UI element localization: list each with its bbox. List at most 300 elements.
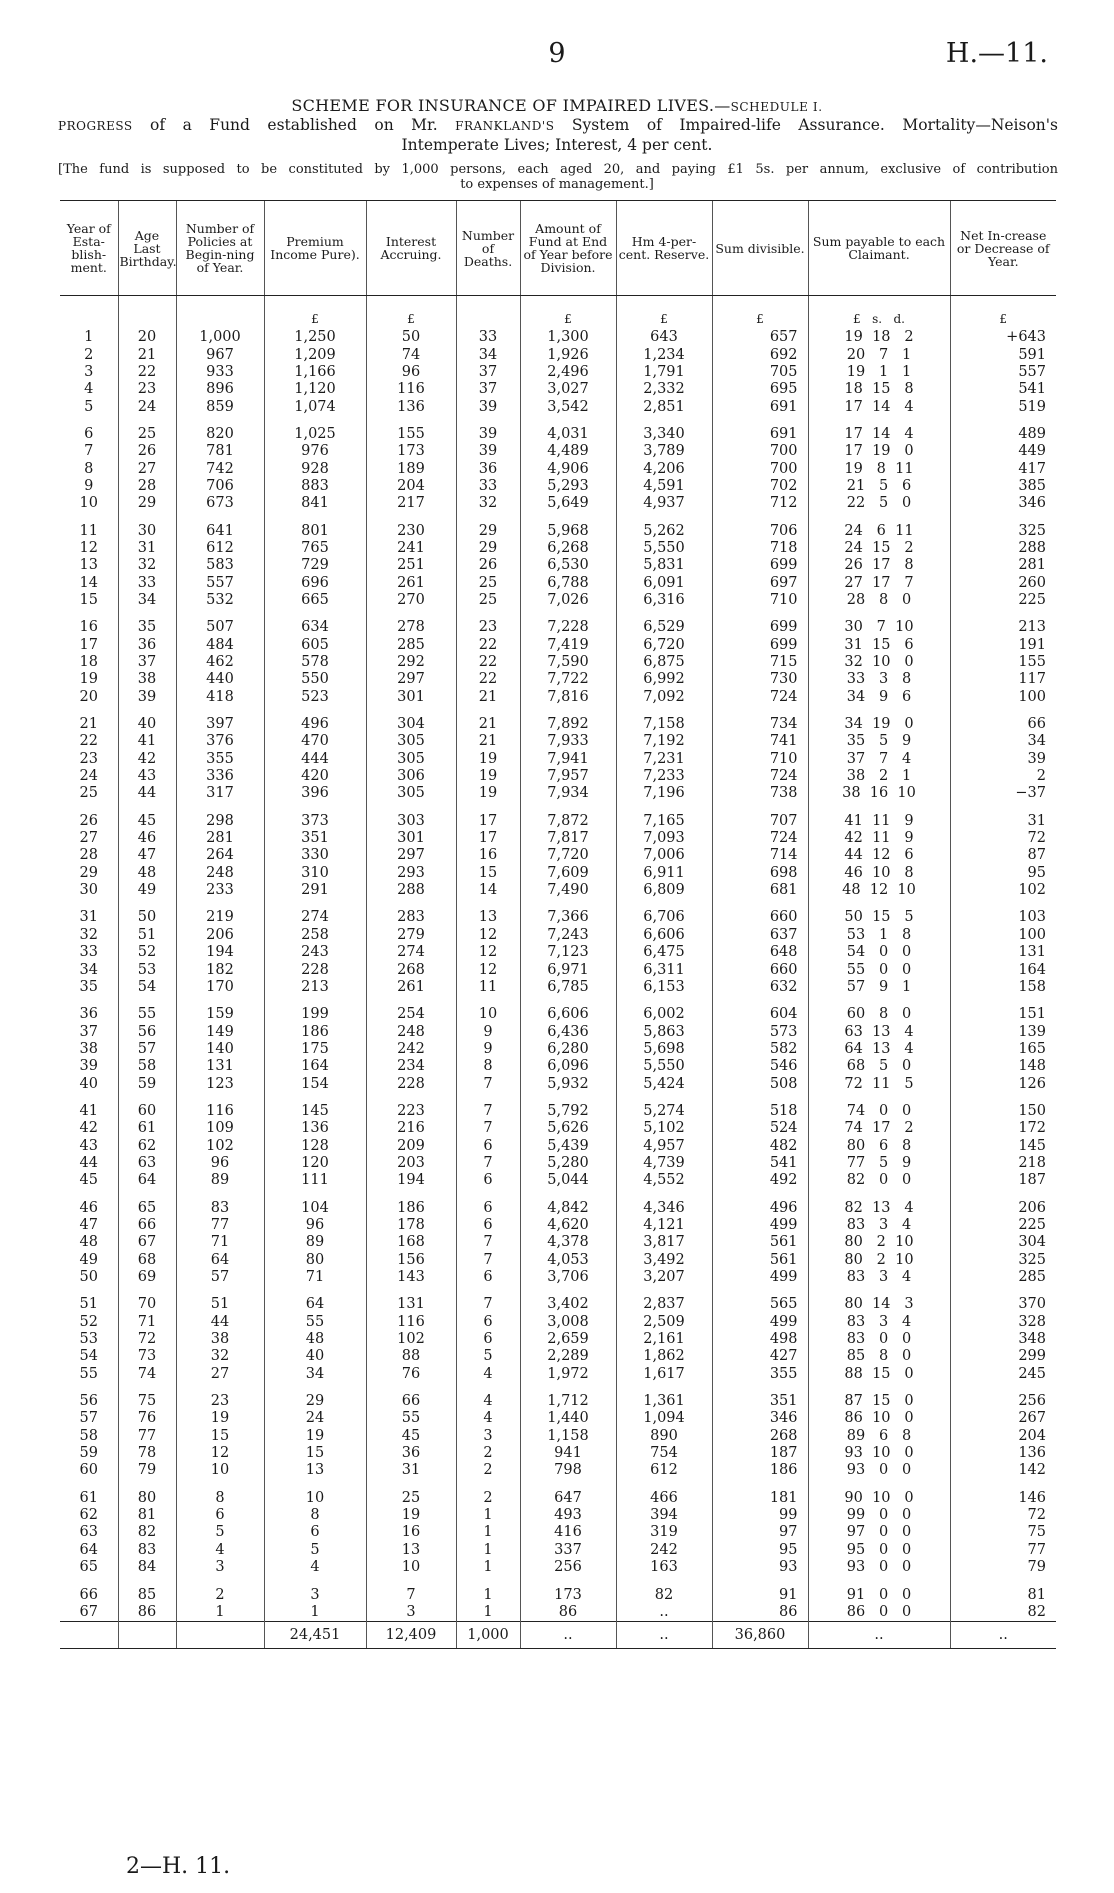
cell-year: 1: [84, 329, 94, 346]
cell-age: 83: [118, 1542, 176, 1559]
cell-age: 40: [118, 716, 176, 733]
cell-year: 59: [79, 1445, 98, 1462]
cell-net: 218: [950, 1155, 1056, 1172]
cell-interest: 305: [366, 785, 456, 802]
cell-net: 370: [950, 1296, 1056, 1313]
cell-divisible: 700: [712, 460, 808, 477]
cell-net: 146: [950, 1490, 1056, 1507]
cell-divisible: 707: [712, 813, 808, 830]
cell-age: 80: [118, 1490, 176, 1507]
cell-policies: 3: [176, 1559, 264, 1576]
cell-year: 63: [79, 1524, 98, 1541]
cell-year: 32: [79, 926, 98, 943]
cell-premium: 496: [264, 716, 366, 733]
cell-deaths: 6: [456, 1137, 520, 1154]
cell-premium: 96: [264, 1217, 366, 1234]
cell-divisible: 93: [712, 1559, 808, 1576]
cell-year: 17: [79, 636, 98, 653]
cell-claim: 55 0 0: [808, 961, 950, 978]
cell-interest: 168: [366, 1234, 456, 1251]
cell-interest: 306: [366, 768, 456, 785]
cell-policies: 140: [176, 1041, 264, 1058]
cell-fund: 7,720: [520, 847, 616, 864]
cell-age: 30: [118, 522, 176, 539]
cell-divisible: 496: [712, 1199, 808, 1216]
cell-interest: 305: [366, 751, 456, 768]
group-spacer: [60, 1480, 1056, 1490]
cell-deaths: 39: [456, 398, 520, 415]
cell-age: 20: [118, 329, 176, 346]
cell-deaths: 1: [456, 1507, 520, 1524]
cell-policies: 673: [176, 495, 264, 512]
group-spacer: [60, 1093, 1056, 1103]
cell-divisible: 660: [712, 961, 808, 978]
cell-reserve: 3,207: [616, 1269, 712, 1286]
cell-fund: 7,590: [520, 654, 616, 671]
col-deaths: Number of Deaths.: [456, 201, 520, 296]
cell-year: 18: [79, 654, 98, 671]
cell-fund: 256: [520, 1559, 616, 1576]
table-row: [60, 426, 1056, 443]
cell-interest: 261: [366, 979, 456, 996]
cell-net: 285: [950, 1269, 1056, 1286]
cell-net: 145: [950, 1137, 1056, 1154]
cell-policies: 123: [176, 1075, 264, 1092]
cell-net: 87: [950, 847, 1056, 864]
cell-premium: 523: [264, 689, 366, 706]
cell-reserve: 6,992: [616, 671, 712, 688]
cell-reserve: 3,789: [616, 443, 712, 460]
cell-premium: 64: [264, 1296, 366, 1313]
cell-interest: 270: [366, 592, 456, 609]
table-row: [60, 961, 1056, 978]
total-deaths: 1,000: [456, 1622, 520, 1649]
cell-age: 24: [118, 398, 176, 415]
cell-fund: 493: [520, 1507, 616, 1524]
cell-divisible: 181: [712, 1490, 808, 1507]
cell-year: 46: [79, 1199, 98, 1216]
cell-deaths: 2: [456, 1490, 520, 1507]
table-row: [60, 1428, 1056, 1445]
cell-policies: 149: [176, 1023, 264, 1040]
cell-policies: 116: [176, 1103, 264, 1120]
cell-premium: 19: [264, 1428, 366, 1445]
cell-fund: 6,788: [520, 574, 616, 591]
cell-age: 25: [118, 426, 176, 443]
cell-net: 245: [950, 1366, 1056, 1383]
cell-policies: 1,000: [176, 329, 264, 346]
totals-row: [60, 1622, 1056, 1649]
cell-fund: 941: [520, 1445, 616, 1462]
cell-fund: 2,659: [520, 1331, 616, 1348]
cell-policies: 440: [176, 671, 264, 688]
cell-claim: 74 17 2: [808, 1120, 950, 1137]
cell-claim: 77 5 9: [808, 1155, 950, 1172]
cell-divisible: 698: [712, 865, 808, 882]
cell-net: 72: [950, 830, 1056, 847]
cell-premium: 55: [264, 1314, 366, 1331]
cell-interest: 297: [366, 671, 456, 688]
total-premium: 24,451: [264, 1622, 366, 1649]
unit-reserve: £: [616, 310, 712, 329]
cell-deaths: 19: [456, 785, 520, 802]
cell-premium: 578: [264, 654, 366, 671]
subtitle-prefix: PROGRESS: [58, 119, 133, 133]
cell-interest: 131: [366, 1296, 456, 1313]
cell-reserve: 5,274: [616, 1103, 712, 1120]
cell-net: 2: [950, 768, 1056, 785]
cell-year: 24: [79, 768, 98, 785]
cell-year: 47: [79, 1216, 98, 1233]
cell-age: 50: [118, 909, 176, 926]
cell-interest: 173: [366, 443, 456, 460]
cell-divisible: 715: [712, 654, 808, 671]
cell-policies: 355: [176, 751, 264, 768]
cell-divisible: 582: [712, 1041, 808, 1058]
cell-deaths: 21: [456, 689, 520, 706]
cell-net: 325: [950, 522, 1056, 539]
table-row: [60, 495, 1056, 512]
cell-age: 60: [118, 1103, 176, 1120]
cell-year: 60: [79, 1462, 98, 1479]
cell-deaths: 7: [456, 1103, 520, 1120]
cell-premium: 373: [264, 813, 366, 830]
cell-interest: 301: [366, 689, 456, 706]
cell-net: 288: [950, 540, 1056, 557]
cell-premium: 976: [264, 443, 366, 460]
cell-net: 591: [950, 346, 1056, 363]
cell-interest: 7: [366, 1586, 456, 1603]
cell-net: 155: [950, 654, 1056, 671]
cell-deaths: 6: [456, 1172, 520, 1189]
schedule-title: [0, 96, 1114, 115]
cell-net: 39: [950, 751, 1056, 768]
cell-policies: 109: [176, 1120, 264, 1137]
cell-divisible: 697: [712, 574, 808, 591]
table-row: [60, 927, 1056, 944]
cell-year: 16: [79, 619, 98, 636]
cell-fund: 7,366: [520, 909, 616, 926]
cell-claim: 17 14 4: [808, 398, 950, 415]
table-row: [60, 478, 1056, 495]
table-row: [60, 364, 1056, 381]
table-body: [60, 296, 1056, 1622]
cell-deaths: 6: [456, 1269, 520, 1286]
cell-interest: 25: [366, 1490, 456, 1507]
cell-net: 79: [950, 1559, 1056, 1576]
cell-interest: 241: [366, 540, 456, 557]
cell-premium: 729: [264, 557, 366, 574]
cell-policies: 933: [176, 364, 264, 381]
cell-year: 40: [79, 1075, 98, 1092]
cell-deaths: 6: [456, 1217, 520, 1234]
cell-divisible: 692: [712, 346, 808, 363]
cell-premium: 444: [264, 751, 366, 768]
group-spacer: [60, 1189, 1056, 1199]
cell-age: 21: [118, 346, 176, 363]
cell-claim: 86 0 0: [808, 1604, 950, 1622]
cell-divisible: 691: [712, 398, 808, 415]
table-row: [60, 522, 1056, 539]
cell-reserve: 319: [616, 1524, 712, 1541]
cell-divisible: 482: [712, 1137, 808, 1154]
cell-premium: 1: [264, 1604, 366, 1622]
cell-interest: 116: [366, 381, 456, 398]
cell-age: 66: [118, 1217, 176, 1234]
cell-fund: 647: [520, 1490, 616, 1507]
cell-net: 82: [950, 1604, 1056, 1622]
fund-note: [The fund is supposed to be constituted by 1,000 persons, each aged 20, and paying £1 5s. per annum, exclusive of contribution: [58, 162, 1058, 177]
schedule-subtitle-line2: Intemperate Lives; Interest, 4 per cent.: [401, 136, 713, 154]
cell-interest: 155: [366, 426, 456, 443]
cell-net: 150: [950, 1103, 1056, 1120]
cell-reserve: 7,233: [616, 768, 712, 785]
cell-age: 72: [118, 1331, 176, 1348]
cell-policies: 131: [176, 1058, 264, 1075]
cell-reserve: 5,863: [616, 1023, 712, 1040]
cell-policies: 583: [176, 557, 264, 574]
cell-policies: 781: [176, 443, 264, 460]
cell-year: 65: [79, 1559, 98, 1576]
cell-divisible: 695: [712, 381, 808, 398]
cell-policies: 967: [176, 346, 264, 363]
cell-policies: 32: [176, 1348, 264, 1365]
table-row: [60, 1269, 1056, 1286]
cell-policies: 264: [176, 847, 264, 864]
cell-age: 49: [118, 882, 176, 899]
fund-note-line2: to expenses of management.]: [460, 177, 654, 192]
cell-divisible: 730: [712, 671, 808, 688]
cell-year: 3: [84, 363, 94, 380]
cell-claim: 91 0 0: [808, 1586, 950, 1603]
cell-interest: 74: [366, 346, 456, 363]
cell-policies: 194: [176, 944, 264, 961]
table-row: [60, 1393, 1056, 1410]
cell-year: 57: [79, 1410, 98, 1427]
cell-year: 30: [79, 882, 98, 899]
cell-interest: 10: [366, 1559, 456, 1576]
cell-fund: 5,968: [520, 522, 616, 539]
cell-age: 62: [118, 1137, 176, 1154]
cell-claim: 34 9 6: [808, 689, 950, 706]
cell-fund: 1,300: [520, 329, 616, 346]
cell-year: 29: [79, 864, 98, 881]
cell-interest: 223: [366, 1103, 456, 1120]
cell-reserve: 6,706: [616, 909, 712, 926]
cell-policies: 44: [176, 1314, 264, 1331]
cell-divisible: 632: [712, 979, 808, 996]
cell-premium: 111: [264, 1172, 366, 1189]
spacer-row: [60, 296, 1056, 311]
cell-reserve: 7,093: [616, 830, 712, 847]
cell-policies: 896: [176, 381, 264, 398]
cell-claim: 82 13 4: [808, 1199, 950, 1216]
cell-net: 139: [950, 1023, 1056, 1040]
table-row: [60, 540, 1056, 557]
cell-reserve: 4,739: [616, 1155, 712, 1172]
cell-year: 31: [79, 909, 98, 926]
cell-net: 204: [950, 1428, 1056, 1445]
table-row: [60, 1155, 1056, 1172]
cell-claim: 80 2 10: [808, 1252, 950, 1269]
cell-divisible: 699: [712, 619, 808, 636]
cell-claim: 17 19 0: [808, 443, 950, 460]
cell-interest: 304: [366, 716, 456, 733]
cell-reserve: 2,509: [616, 1314, 712, 1331]
col-reserve: Hm 4-per-cent. Reserve.: [616, 201, 712, 296]
table-row: [60, 1234, 1056, 1251]
cell-fund: 3,542: [520, 398, 616, 415]
cell-deaths: 21: [456, 733, 520, 750]
cell-interest: 283: [366, 909, 456, 926]
cell-fund: 7,892: [520, 716, 616, 733]
cell-claim: 93 0 0: [808, 1559, 950, 1576]
total-net: ..: [950, 1622, 1056, 1649]
cell-age: 28: [118, 478, 176, 495]
cell-age: 63: [118, 1155, 176, 1172]
unit-interest: £: [366, 310, 456, 329]
cell-interest: 234: [366, 1058, 456, 1075]
cell-claim: 83 0 0: [808, 1331, 950, 1348]
group-spacer: [60, 1286, 1056, 1296]
title-main: SCHEME FOR INSURANCE OF IMPAIRED LIVES.—: [291, 96, 731, 115]
cell-claim: 90 10 0: [808, 1490, 950, 1507]
cell-premium: 665: [264, 592, 366, 609]
cell-reserve: 4,206: [616, 460, 712, 477]
cell-fund: 4,620: [520, 1217, 616, 1234]
group-spacer: [60, 512, 1056, 522]
cell-reserve: 1,791: [616, 364, 712, 381]
cell-reserve: 5,424: [616, 1075, 712, 1092]
cell-net: 142: [950, 1462, 1056, 1479]
cell-reserve: 6,606: [616, 927, 712, 944]
cell-premium: 104: [264, 1199, 366, 1216]
cell-divisible: 499: [712, 1269, 808, 1286]
cell-age: 29: [118, 495, 176, 512]
cell-deaths: 21: [456, 716, 520, 733]
table-row: [60, 1524, 1056, 1541]
cell-fund: 86: [520, 1604, 616, 1622]
cell-claim: 89 6 8: [808, 1428, 950, 1445]
cell-year: 23: [79, 750, 98, 767]
table-row: [60, 1507, 1056, 1524]
cell-premium: 1,166: [264, 364, 366, 381]
cell-age: 56: [118, 1023, 176, 1040]
cell-net: 102: [950, 882, 1056, 899]
cell-deaths: 22: [456, 654, 520, 671]
cell-premium: 470: [264, 733, 366, 750]
cell-deaths: 8: [456, 1058, 520, 1075]
cell-claim: 83 3 4: [808, 1269, 950, 1286]
table-row: [60, 381, 1056, 398]
cell-premium: 1,209: [264, 346, 366, 363]
cell-premium: 164: [264, 1058, 366, 1075]
cell-deaths: 1: [456, 1542, 520, 1559]
cell-age: 69: [118, 1269, 176, 1286]
cell-net: 206: [950, 1199, 1056, 1216]
cell-interest: 178: [366, 1217, 456, 1234]
cell-fund: 4,906: [520, 460, 616, 477]
cell-policies: 77: [176, 1217, 264, 1234]
cell-reserve: 163: [616, 1559, 712, 1576]
table-row: [60, 944, 1056, 961]
cell-fund: 6,436: [520, 1023, 616, 1040]
cell-divisible: 724: [712, 689, 808, 706]
cell-claim: 68 5 0: [808, 1058, 950, 1075]
cell-claim: 86 10 0: [808, 1410, 950, 1427]
cell-age: 53: [118, 961, 176, 978]
cell-interest: 36: [366, 1445, 456, 1462]
cell-year: 41: [79, 1102, 98, 1119]
cell-divisible: 573: [712, 1023, 808, 1040]
table-row: [60, 1604, 1056, 1622]
cell-reserve: 82: [616, 1586, 712, 1603]
cell-interest: 293: [366, 865, 456, 882]
table-row: [60, 1462, 1056, 1479]
cell-policies: 182: [176, 961, 264, 978]
cell-policies: 19: [176, 1410, 264, 1427]
cell-premium: 696: [264, 574, 366, 591]
unit-row: [60, 310, 1056, 329]
cell-divisible: 724: [712, 768, 808, 785]
cell-deaths: 37: [456, 381, 520, 398]
cell-divisible: 346: [712, 1410, 808, 1427]
cell-interest: 3: [366, 1604, 456, 1622]
cell-age: 46: [118, 830, 176, 847]
cell-claim: 42 11 9: [808, 830, 950, 847]
cell-reserve: 6,529: [616, 619, 712, 636]
group-spacer: [60, 899, 1056, 909]
cell-fund: 7,490: [520, 882, 616, 899]
cell-premium: 10: [264, 1490, 366, 1507]
group-spacer: [60, 416, 1056, 426]
cell-policies: 57: [176, 1269, 264, 1286]
col-divisible: Sum divisible.: [712, 201, 808, 296]
cell-age: 54: [118, 979, 176, 996]
cell-deaths: 6: [456, 1331, 520, 1348]
cell-interest: 194: [366, 1172, 456, 1189]
table-row: [60, 768, 1056, 785]
cell-fund: 7,228: [520, 619, 616, 636]
cell-claim: 33 3 8: [808, 671, 950, 688]
cell-year: 6: [84, 425, 94, 442]
cell-interest: 66: [366, 1393, 456, 1410]
subtitle-mid: of a Fund established on Mr.: [132, 116, 456, 134]
cell-policies: 507: [176, 619, 264, 636]
cell-fund: 2,289: [520, 1348, 616, 1365]
cell-policies: 159: [176, 1006, 264, 1023]
cell-net: 325: [950, 1252, 1056, 1269]
cell-policies: 10: [176, 1462, 264, 1479]
cell-interest: 55: [366, 1410, 456, 1427]
cell-divisible: 660: [712, 909, 808, 926]
table-row: [60, 1023, 1056, 1040]
cell-net: 281: [950, 557, 1056, 574]
cell-policies: 612: [176, 540, 264, 557]
cell-deaths: 12: [456, 927, 520, 944]
cell-fund: 1,440: [520, 1410, 616, 1427]
cell-policies: 8: [176, 1490, 264, 1507]
table-row: [60, 1252, 1056, 1269]
cell-claim: 19 18 2: [808, 329, 950, 346]
table-row: [60, 346, 1056, 363]
cell-policies: 233: [176, 882, 264, 899]
cell-age: 86: [118, 1604, 176, 1622]
cell-year: 22: [79, 733, 98, 750]
cell-premium: 48: [264, 1331, 366, 1348]
cell-reserve: 7,158: [616, 716, 712, 733]
cell-claim: 22 5 0: [808, 495, 950, 512]
